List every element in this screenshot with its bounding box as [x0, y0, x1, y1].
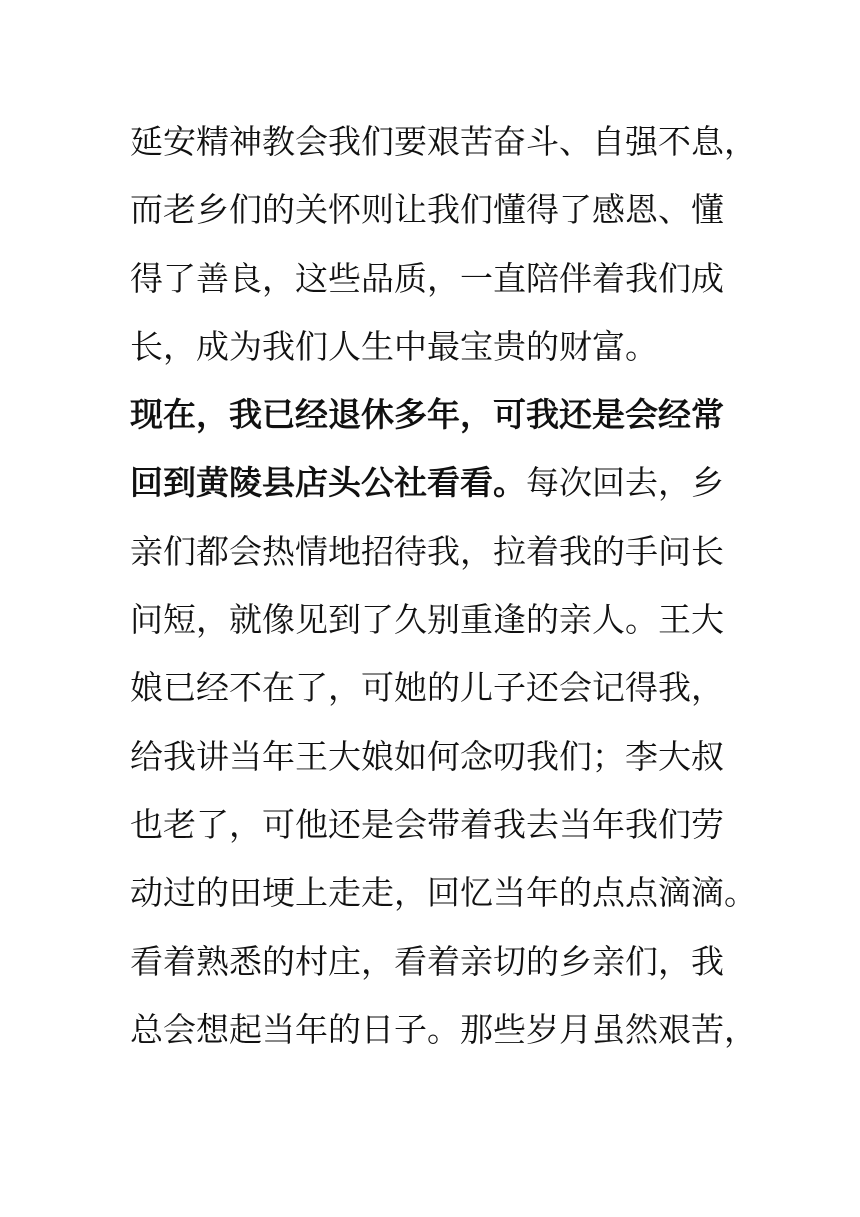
- text-line: [130, 859, 757, 927]
- body-text: [130, 108, 757, 1064]
- text-line: [130, 313, 735, 381]
- line-text: 动过的田埂上走走，回忆当年的点点滴滴。: [130, 873, 757, 913]
- line-text: 得了善良，这些品质，一直陪伴着我们成: [130, 258, 724, 298]
- text-line: [130, 176, 735, 244]
- text-line: [130, 928, 735, 996]
- text-line-bold: [130, 381, 735, 449]
- text-line: [130, 791, 735, 859]
- line-text: 也老了，可他还是会带着我去当年我们劳: [130, 804, 724, 844]
- text-line: [130, 108, 757, 176]
- text-line-mixed: [130, 449, 735, 517]
- line-text: 看着熟悉的村庄，看着亲切的乡亲们，我: [130, 941, 724, 981]
- text-line: [130, 245, 735, 313]
- line-text-bold: 现在，我已经退休多年，可我还是会经常: [130, 395, 724, 435]
- line-text: 总会想起当年的日子。那些岁月虽然艰苦，: [130, 1009, 757, 1049]
- line-text: 给我讲当年王大娘如何念叨我们；李大叔: [130, 736, 724, 776]
- text-line: [130, 723, 735, 791]
- line-text: 问短，就像见到了久别重逢的亲人。王大: [130, 600, 724, 640]
- line-text: 亲们都会热情地招待我，拉着我的手问长: [130, 531, 724, 571]
- line-text: 每次回去，乡: [526, 463, 724, 503]
- line-text-bold: 回到黄陵县店头公社看看。: [130, 463, 526, 503]
- text-line: [130, 996, 757, 1064]
- line-text: 长，成为我们人生中最宝贵的财富。: [130, 326, 658, 366]
- line-text: 而老乡们的关怀则让我们懂得了感恩、懂: [130, 190, 724, 230]
- line-text: 延安精神教会我们要艰苦奋斗、自强不息，: [130, 122, 757, 161]
- line-text: 娘已经不在了，可她的儿子还会记得我，: [130, 668, 724, 708]
- text-line: [130, 654, 735, 722]
- text-line: [130, 518, 735, 586]
- text-line: [130, 586, 735, 654]
